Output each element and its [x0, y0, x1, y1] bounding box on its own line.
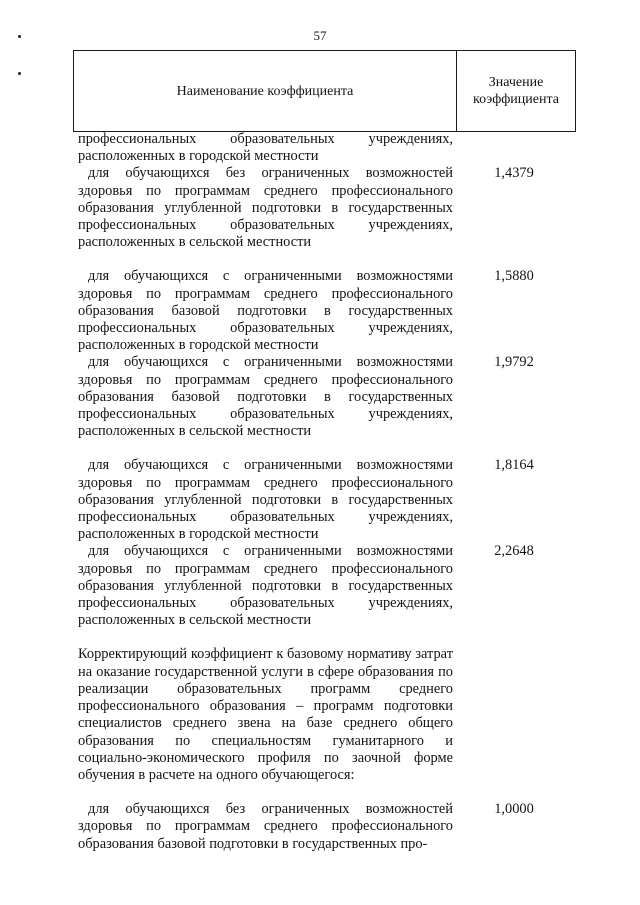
row-value: 1,0000 [494, 801, 534, 818]
coefficient-table-header [73, 50, 576, 132]
row-spacer [73, 629, 573, 646]
header-value-line1: Значение [488, 75, 544, 90]
row-description: для обучающихся с ограниченными возможностями здоровья по программам среднего профессионального образования углубленной подготовки в государственных профессиональных образовательных учреждениях, расположенных в городской местности [78, 457, 453, 543]
table-row [73, 543, 573, 629]
table-row [73, 354, 573, 440]
table-row [73, 457, 573, 543]
row-value: 1,5880 [494, 268, 534, 285]
row-description: для обучающихся без ограниченных возможностей здоровья по программам среднего профессионального образования базовой подготовки в государственных про- [78, 801, 453, 852]
row-value: 1,9792 [494, 354, 534, 371]
row-spacer [73, 784, 573, 801]
header-coefficient-value [457, 51, 576, 132]
table-row [73, 165, 573, 251]
header-coefficient-name: Наименование коэффициента [74, 51, 457, 132]
row-description: для обучающихся с ограниченными возможностями здоровья по программам среднего профессионального образования базовой подготовки в государственных профессиональных образовательных учреждениях, расположенных в сельской местности [78, 354, 453, 440]
row-spacer [73, 251, 573, 268]
row-description: для обучающихся с ограниченными возможностями здоровья по программам среднего профессионального образования базовой подготовки в государственных профессиональных образовательных учреждениях, расположенных в городской местности [78, 268, 453, 354]
row-spacer [73, 440, 573, 457]
coefficient-table-body [73, 131, 573, 853]
row-description: для обучающихся с ограниченными возможностями здоровья по программам среднего профессионального образования углубленной подготовки в государственных профессиональных образовательных учреждениях, расположенных в сельской местности [78, 543, 453, 629]
page-number: 57 [313, 28, 327, 43]
table-row [73, 801, 573, 853]
row-description: Корректирующий коэффициент к базовому нормативу затрат на оказание государственной услуги в сфере образования по реализации образовательных программ среднего профессионального образования – программ подготовки специалистов среднего звена на базе среднего общего образования по специальностям гуманитарного и социально-экономического профиля по заочной форме обучения в расчете на одного обучающегося: [78, 646, 453, 783]
table-row [73, 268, 573, 354]
row-value: 2,2648 [494, 543, 534, 560]
table-row [73, 131, 573, 165]
row-value: 1,4379 [494, 165, 534, 182]
table-row [73, 646, 573, 784]
row-description: профессиональных образовательных учреждениях, расположенных в городской местности [78, 131, 453, 165]
scan-mark-bottom [18, 72, 21, 75]
row-description: для обучающихся без ограниченных возможностей здоровья по программам среднего профессионального образования углубленной подготовки в государственных профессиональных образовательных учреждениях, расположенных в сельской местности [78, 165, 453, 251]
row-value: 1,8164 [494, 457, 534, 474]
header-value-line2: коэффициента [473, 92, 559, 107]
